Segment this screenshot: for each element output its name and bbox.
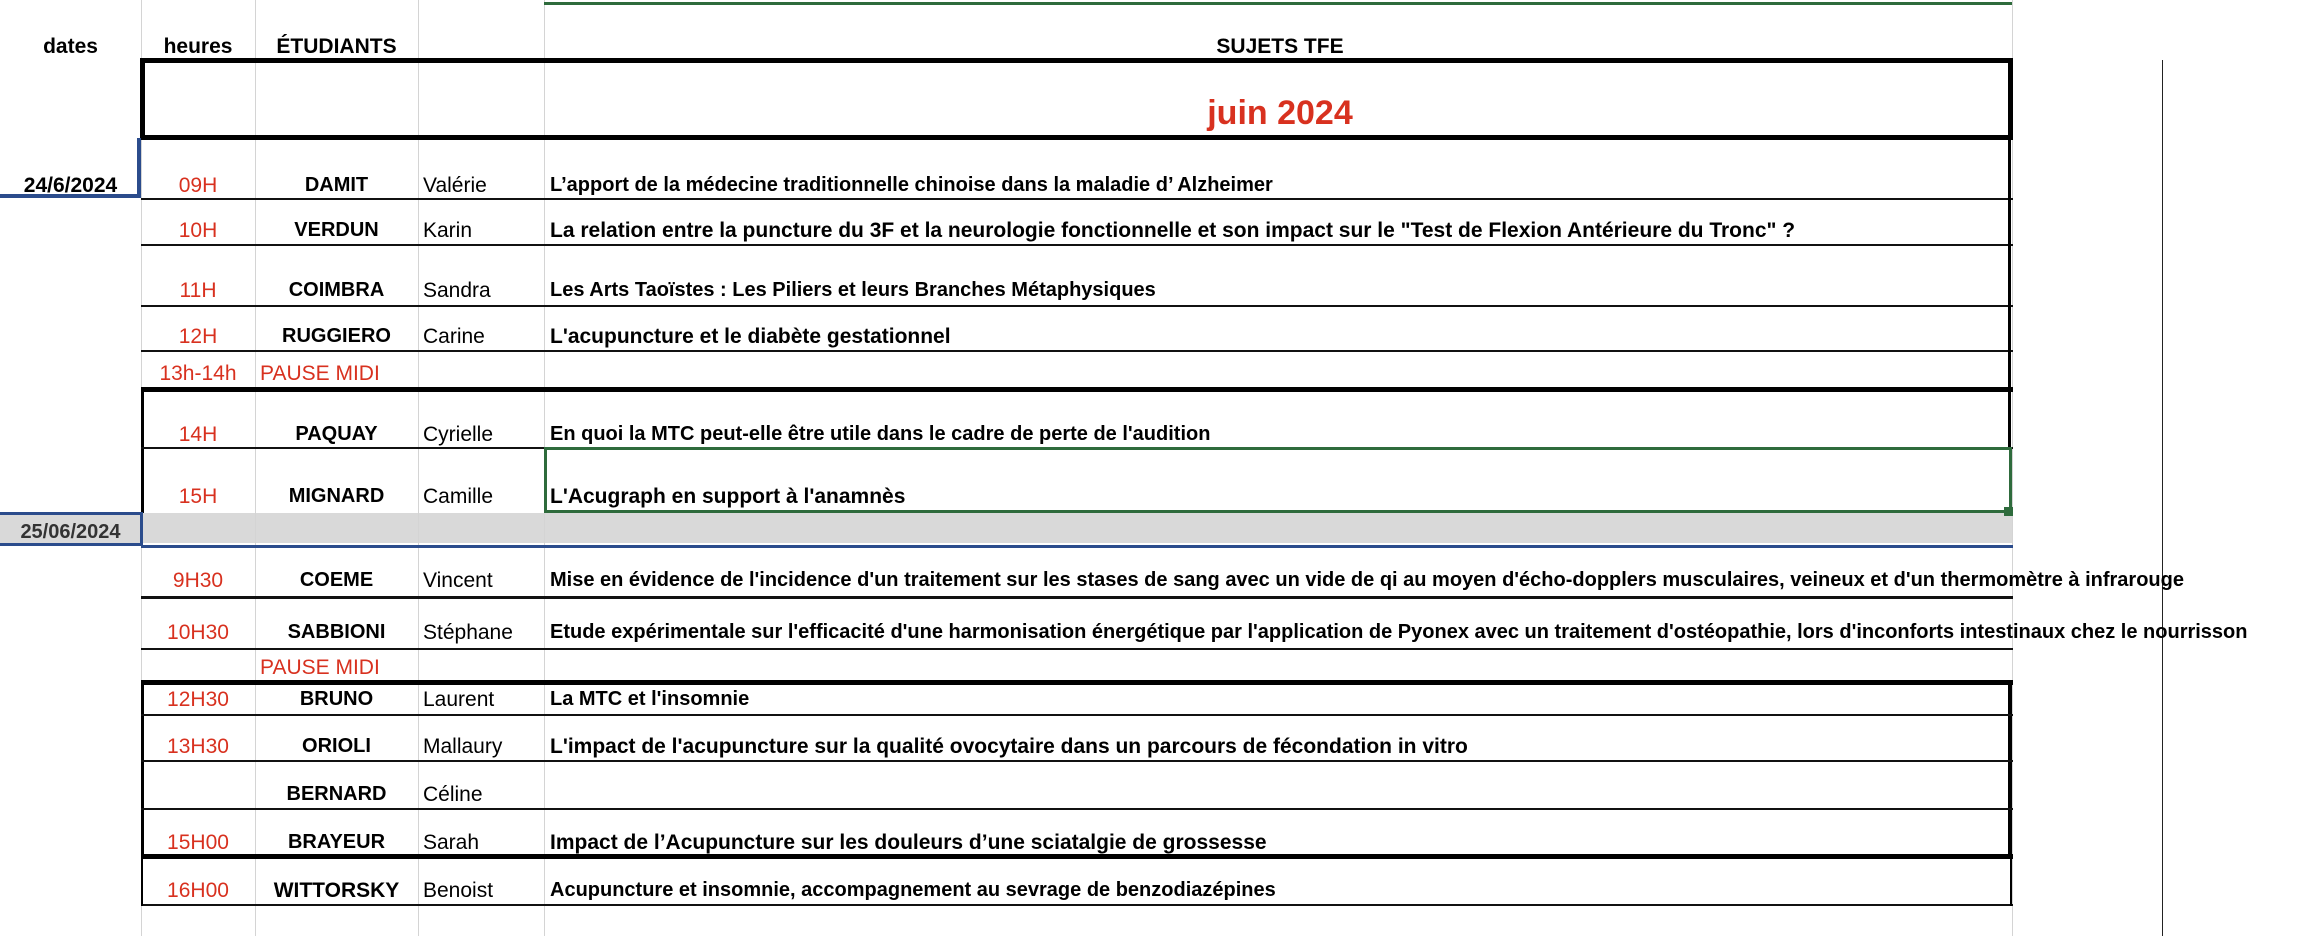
row-line-thick [141, 680, 2013, 685]
row-line [141, 714, 2013, 716]
time: 16H00 [167, 879, 229, 902]
first-name: Cyrielle [423, 423, 494, 446]
pause-label: PAUSE MIDI [260, 362, 380, 385]
column-divider [2012, 0, 2013, 936]
subject: En quoi la MTC peut-elle être utile dans le cadre de perte de l'audition [550, 423, 1211, 445]
first-name: Laurent [423, 688, 495, 711]
time: 13H30 [167, 735, 229, 758]
title-box-right [2008, 58, 2013, 140]
row-line-thick [141, 854, 2013, 859]
row-line [141, 305, 2013, 307]
row-line [141, 545, 2013, 548]
last-name: RUGGIERO [282, 325, 391, 347]
subject: La relation entre la puncture du 3F et la neurologie fonctionnelle et son impact sur le "Test de Flexion Antérieure du Tronc" ? [550, 219, 1796, 242]
row-line [141, 198, 2013, 200]
first-name: Valérie [423, 174, 487, 197]
header-heures: heures [163, 35, 233, 58]
subject: L'impact de l'acupuncture sur la qualité ovocytaire dans un parcours de fécondation in vitro [550, 735, 1468, 758]
time: 12H30 [167, 688, 229, 711]
row-line [141, 244, 2013, 246]
first-name: Sarah [423, 831, 480, 854]
last-name: BERNARD [286, 783, 387, 805]
first-name: Carine [423, 325, 485, 348]
row-line [141, 350, 2013, 352]
right-border [2008, 680, 2012, 857]
last-name: SABBIONI [287, 621, 386, 643]
title-box-left [140, 58, 145, 140]
subject: L’apport de la médecine traditionnelle chinoise dans la maladie d’ Alzheimer [550, 174, 1273, 196]
day-separator-row [143, 513, 2013, 543]
first-name: Camille [423, 485, 494, 508]
last-name: WITTORSKY [273, 879, 400, 902]
subject: Impact de l’Acupuncture sur les douleurs d’une sciatalgie de grossesse [550, 831, 1267, 854]
time: 12H [178, 325, 218, 348]
time: 09H [178, 174, 218, 197]
time: 10H30 [167, 621, 229, 644]
header-sujets: SUJETS TFE [1216, 35, 1344, 58]
last-name: ORIOLI [302, 735, 371, 757]
title-box-bottom [141, 135, 2013, 140]
time: 15H [178, 485, 218, 508]
row-line [141, 808, 2013, 810]
time: 9H30 [172, 569, 224, 592]
right-border [2008, 135, 2011, 387]
first-name: Stéphane [423, 621, 513, 644]
row-line [141, 648, 2013, 650]
last-name: DAMIT [304, 174, 369, 196]
column-divider [418, 0, 419, 936]
last-name: PAQUAY [295, 423, 378, 445]
first-name: Vincent [423, 569, 493, 592]
last-name: BRAYEUR [287, 831, 386, 853]
first-name: Benoist [423, 879, 494, 902]
first-name: Sandra [423, 279, 491, 302]
first-name: Karin [423, 219, 473, 242]
subject: Etude expérimentale sur l'efficacité d'une harmonisation énergétique par l'application de Pyonex avec un traitement d'ostéopathie, lors d'inconforts intestinaux chez le nourrisson [550, 621, 2248, 643]
subject: Acupuncture et insomnie, accompagnement au sevrage de benzodiazépines [550, 879, 1276, 901]
row-line [141, 596, 2013, 599]
time: 10H [178, 219, 218, 242]
subject: Les Arts Taoïstes : Les Piliers et leurs Branches Métaphysiques [550, 279, 1156, 301]
subject: La MTC et l'insomnie [550, 688, 750, 710]
subject: L'Acugraph en support à l'anamnès [550, 485, 906, 508]
subject: Mise en évidence de l'incidence d'un traitement sur les stases de sang avec un vide de qi au moyen d'écho-dopplers musculaires, veineux et d'un thermomètre à infrarouge [550, 569, 2184, 591]
row-line [141, 904, 2013, 906]
right-border [2010, 856, 2012, 906]
time: 15H00 [167, 831, 229, 854]
right-border [2008, 387, 2011, 447]
header-etudiants: ÉTUDIANTS [276, 35, 397, 58]
header-dates: dates [43, 35, 98, 58]
pause-label: PAUSE MIDI [260, 656, 380, 679]
date-day2: 25/06/2024 [20, 521, 121, 543]
row-line-thick [141, 387, 2013, 392]
time: 14H [178, 423, 218, 446]
pause-time: 13h-14h [159, 362, 237, 385]
first-name: Mallaury [423, 735, 503, 758]
title-box-top [141, 58, 2013, 63]
last-name: BRUNO [299, 688, 374, 710]
first-name: Céline [423, 783, 483, 806]
header-top-border [544, 2, 2012, 5]
last-name: MIGNARD [288, 485, 385, 507]
last-name: COIMBRA [288, 279, 385, 301]
fill-handle[interactable] [2004, 507, 2013, 516]
row-line [141, 760, 2013, 762]
last-name: VERDUN [294, 219, 379, 241]
subject: L'acupuncture et le diabète gestationnel [550, 325, 951, 348]
time: 11H [179, 279, 217, 302]
month-title: juin 2024 [1207, 94, 1353, 132]
last-name: COEME [299, 569, 374, 591]
column-divider [2162, 60, 2163, 936]
date-day1: 24/6/2024 [23, 174, 118, 197]
